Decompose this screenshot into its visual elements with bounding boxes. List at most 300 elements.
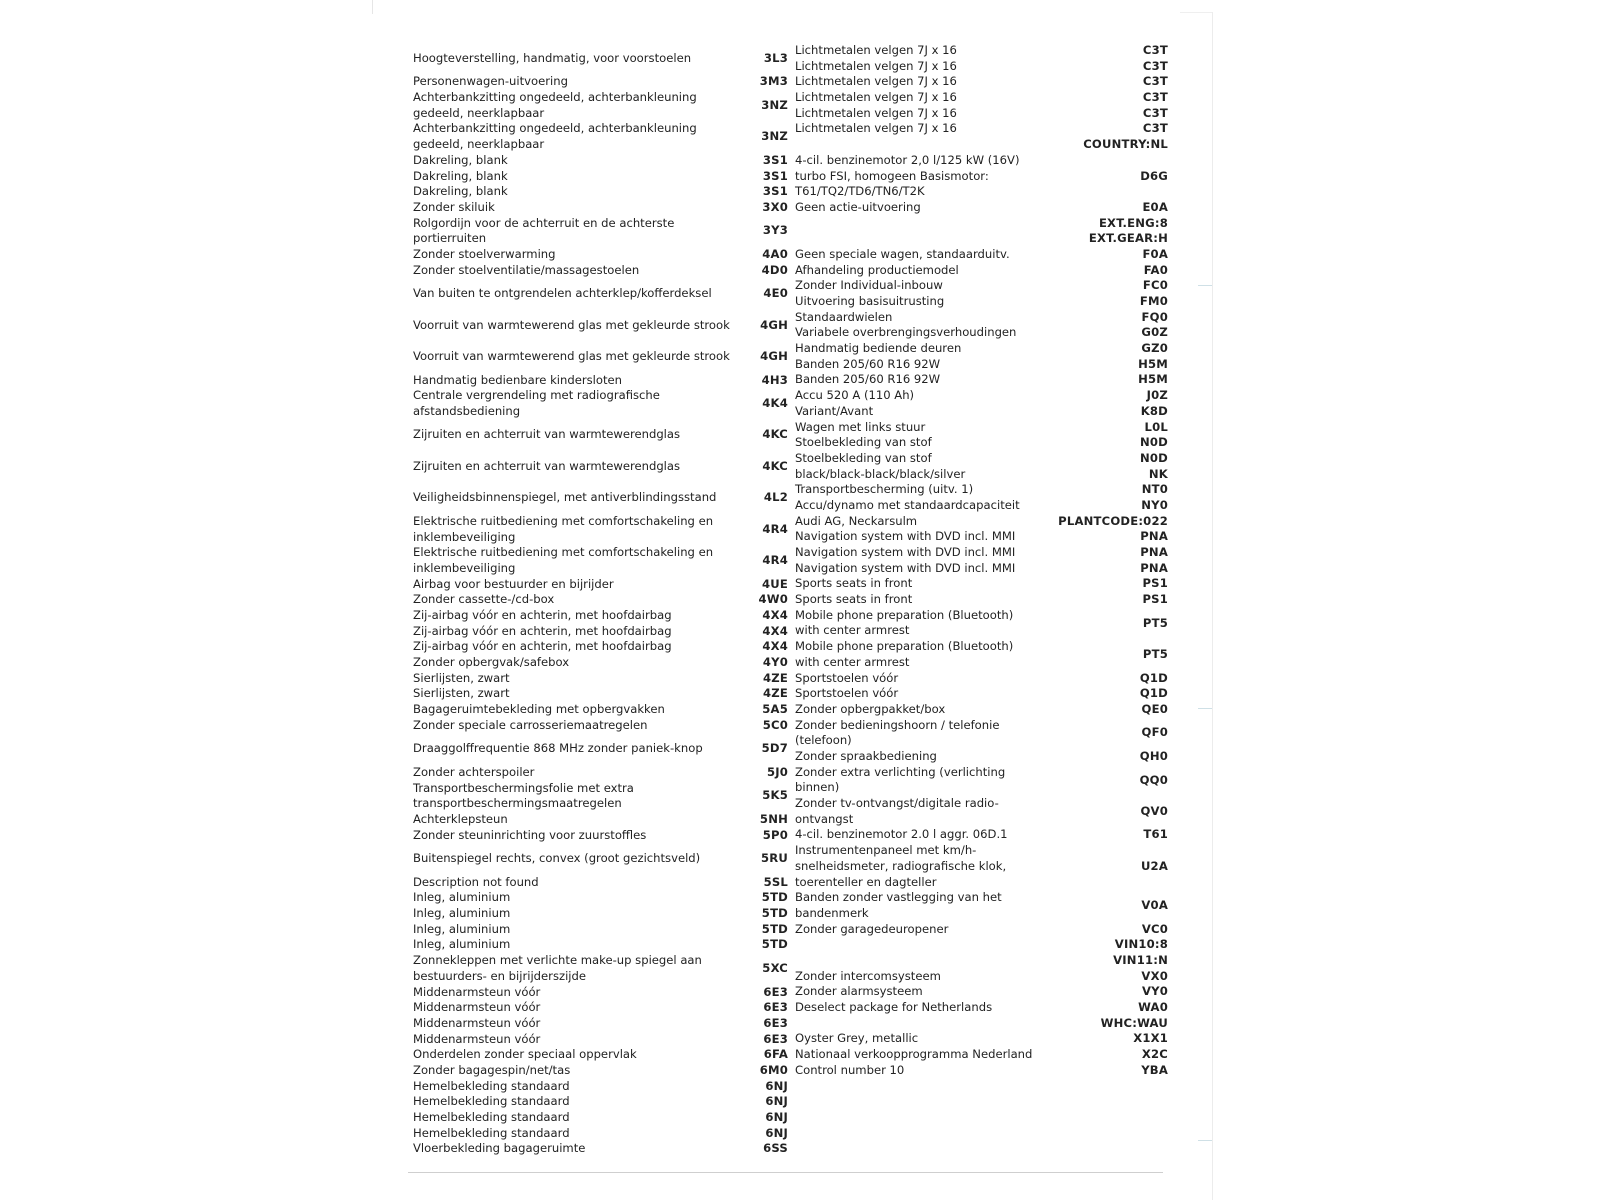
option-code: L0L bbox=[1144, 419, 1168, 434]
option-code: 5TD bbox=[761, 906, 788, 921]
option-row bbox=[413, 341, 788, 372]
option-description: 4-cil. benzinemotor 2.0 l aggr. 06D.1 bbox=[795, 827, 1008, 842]
option-code: 6NJ bbox=[765, 1110, 788, 1125]
option-code: QE0 bbox=[1141, 701, 1168, 716]
option-description: Dakreling, blank bbox=[413, 184, 508, 199]
option-description: Audi AG, Neckarsulm bbox=[795, 513, 918, 528]
option-code: 5SL bbox=[763, 874, 788, 889]
option-row bbox=[413, 451, 788, 482]
option-description: Deselect package for Netherlands bbox=[795, 1000, 993, 1015]
option-code: 5K5 bbox=[762, 788, 788, 803]
option-row bbox=[795, 121, 1168, 137]
option-code: 6NJ bbox=[765, 1125, 788, 1140]
option-code: PS1 bbox=[1142, 576, 1168, 591]
option-description: Transportbescherming (uitv. 1) bbox=[795, 482, 974, 497]
option-code: 5TD bbox=[761, 890, 788, 905]
option-code: K8D bbox=[1140, 403, 1168, 418]
option-description: Achterbankzitting ongedeeld, achterbankleuning gedeeld, neerklapbaar bbox=[413, 121, 697, 152]
option-code: C3T bbox=[1142, 74, 1168, 89]
option-code: 6SS bbox=[763, 1141, 788, 1156]
option-row bbox=[413, 875, 788, 891]
option-code: NY0 bbox=[1141, 497, 1168, 512]
option-code: GZ0 bbox=[1141, 341, 1168, 356]
option-code: 6NJ bbox=[765, 1094, 788, 1109]
option-code: COUNTRY:NL bbox=[1083, 137, 1168, 152]
option-row bbox=[413, 388, 788, 419]
option-description: Elektrische ruitbediening met comfortschakeling en inklembeveiliging bbox=[413, 545, 714, 575]
option-row bbox=[413, 310, 788, 341]
option-code: QQ0 bbox=[1139, 772, 1168, 787]
option-row bbox=[413, 953, 788, 984]
option-code: FC0 bbox=[1142, 278, 1168, 293]
option-row bbox=[795, 310, 1168, 326]
option-code: 4K4 bbox=[762, 396, 788, 411]
option-code: 3X0 bbox=[762, 199, 788, 214]
option-row bbox=[413, 1063, 788, 1079]
option-description: Middenarmsteun vóór bbox=[413, 1031, 541, 1046]
option-description: Zij-airbag vóór en achterin, met hoofdairbag bbox=[413, 623, 672, 638]
option-row bbox=[795, 200, 1168, 216]
option-description: Zonder tv-ontvangst/digitale radio-ontvangst bbox=[795, 796, 999, 826]
option-code: 5P0 bbox=[762, 827, 788, 842]
option-row bbox=[795, 890, 1168, 921]
option-code: 5C0 bbox=[762, 717, 788, 732]
option-description: Zonder stoelventilatie/massagestoelen bbox=[413, 262, 640, 277]
option-code: C3T bbox=[1142, 58, 1168, 73]
option-code: 5XC bbox=[762, 960, 788, 975]
option-code: FQ0 bbox=[1141, 309, 1168, 324]
option-description: Variant/Avant bbox=[795, 403, 874, 418]
option-row bbox=[795, 686, 1168, 702]
option-description: Voorruit van warmtewerend glas met gekleurde strook bbox=[413, 349, 730, 363]
option-row bbox=[413, 1000, 788, 1016]
option-code: VC0 bbox=[1141, 921, 1168, 936]
option-code: 3NZ bbox=[761, 97, 788, 112]
option-code: 6M0 bbox=[759, 1062, 788, 1077]
option-row bbox=[413, 733, 788, 764]
option-code: X1X1 bbox=[1133, 1031, 1168, 1046]
option-row bbox=[413, 843, 788, 874]
option-description: Nationaal verkoopprogramma Nederland bbox=[795, 1047, 1033, 1062]
option-row bbox=[413, 890, 788, 906]
option-row bbox=[795, 922, 1168, 938]
option-description: Zonder alarmsysteem bbox=[795, 984, 923, 999]
option-row bbox=[413, 922, 788, 938]
option-row bbox=[413, 718, 788, 734]
option-row bbox=[413, 765, 788, 781]
option-code: 5NH bbox=[759, 811, 788, 826]
option-description: Zonder speciale carrosseriemaatregelen bbox=[413, 717, 648, 732]
option-code: EXT.ENG:8 bbox=[1098, 215, 1168, 230]
option-code: 6E3 bbox=[763, 1015, 788, 1030]
option-code: 6E3 bbox=[763, 984, 788, 999]
option-description: Middenarmsteun vóór bbox=[413, 984, 541, 999]
option-row bbox=[413, 1079, 788, 1095]
option-description: Instrumentenpaneel met km/h-snelheidsmeter, radiografische klok, toerenteller en dagteller bbox=[795, 843, 1007, 889]
option-description: Lichtmetalen velgen 7J x 16 bbox=[795, 121, 957, 136]
option-code: 4R4 bbox=[762, 553, 788, 568]
option-description: Buitenspiegel rechts, convex (groot gezichtsveld) bbox=[413, 851, 701, 866]
option-row bbox=[413, 1110, 788, 1126]
option-description: Geen actie-uitvoering bbox=[795, 199, 921, 214]
option-row bbox=[795, 278, 1168, 294]
option-description: Achterklepsteun bbox=[413, 811, 508, 826]
option-code: FA0 bbox=[1143, 262, 1168, 277]
option-description: Banden zonder vastlegging van het bandenmerk bbox=[795, 890, 1002, 920]
option-row bbox=[413, 686, 788, 702]
option-description: Mobile phone preparation (Bluetooth) with center armrest bbox=[795, 607, 1014, 638]
option-description: Middenarmsteun vóór bbox=[413, 1015, 541, 1030]
margin-tick bbox=[1198, 1140, 1212, 1141]
option-row bbox=[795, 106, 1168, 122]
option-row bbox=[795, 231, 1168, 247]
option-row bbox=[413, 1126, 788, 1142]
option-row bbox=[413, 121, 788, 152]
option-description: Navigation system with DVD incl. MMI bbox=[795, 560, 1016, 575]
option-code: 4W0 bbox=[758, 592, 788, 607]
option-code: C3T bbox=[1142, 43, 1168, 57]
option-code: C3T bbox=[1142, 90, 1168, 105]
option-row bbox=[413, 781, 788, 812]
option-row bbox=[795, 969, 1168, 985]
option-row bbox=[795, 1047, 1168, 1063]
option-description: Sportstoelen vóór bbox=[795, 670, 899, 685]
option-row bbox=[413, 985, 788, 1001]
option-code: 6NJ bbox=[765, 1078, 788, 1093]
margin-tick bbox=[1198, 708, 1212, 709]
option-code: NT0 bbox=[1141, 482, 1168, 497]
option-row bbox=[413, 263, 788, 279]
option-code: 6FA bbox=[763, 1047, 788, 1062]
option-code: PT5 bbox=[1142, 615, 1168, 630]
option-description: Lichtmetalen velgen 7J x 16 bbox=[795, 43, 957, 57]
option-code: 4H3 bbox=[761, 372, 788, 387]
option-row bbox=[795, 608, 1168, 639]
option-code: V0A bbox=[1141, 898, 1168, 913]
option-code: 4GH bbox=[760, 317, 788, 332]
option-description: Zijruiten en achterruit van warmtewerendglas bbox=[413, 458, 681, 473]
option-description: Inleg, aluminium bbox=[413, 906, 511, 921]
option-row bbox=[795, 671, 1168, 687]
option-row bbox=[413, 74, 788, 90]
option-row bbox=[795, 372, 1168, 388]
option-description: Dakreling, blank bbox=[413, 152, 508, 167]
option-description: Lichtmetalen velgen 7J x 16 bbox=[795, 105, 957, 120]
option-code: 5D7 bbox=[761, 741, 788, 756]
page-edge-left bbox=[372, 0, 373, 14]
option-row bbox=[413, 278, 788, 309]
option-row bbox=[413, 514, 788, 545]
option-row bbox=[795, 153, 1168, 200]
page-edge-right bbox=[1212, 12, 1213, 1200]
option-row bbox=[795, 514, 1168, 530]
option-code: 4Y0 bbox=[762, 655, 788, 670]
option-description: Navigation system with DVD incl. MMI bbox=[795, 529, 1016, 544]
option-row bbox=[795, 43, 1168, 59]
option-description: Sports seats in front bbox=[795, 592, 913, 607]
option-description: Personenwagen-uitvoering bbox=[413, 74, 568, 89]
option-row bbox=[413, 1141, 788, 1157]
option-description: Middenarmsteun vóór bbox=[413, 1000, 541, 1015]
option-code: H5M bbox=[1138, 356, 1168, 371]
option-row bbox=[413, 184, 788, 200]
option-row bbox=[795, 953, 1168, 969]
option-description: Wagen met links stuur bbox=[795, 419, 926, 434]
option-row bbox=[413, 482, 788, 513]
option-row bbox=[795, 765, 1168, 796]
option-row bbox=[795, 718, 1168, 749]
option-row bbox=[795, 498, 1168, 514]
option-code: C3T bbox=[1142, 105, 1168, 120]
footer-rule bbox=[408, 1172, 1163, 1173]
option-code: 3S1 bbox=[762, 152, 788, 167]
option-code: EXT.GEAR:H bbox=[1088, 231, 1168, 246]
option-description: Inleg, aluminium bbox=[413, 937, 511, 952]
option-row bbox=[795, 796, 1168, 827]
option-description: Oyster Grey, metallic bbox=[795, 1031, 919, 1046]
option-description: Zonnekleppen met verlichte make-up spiegel aan bestuurders- en bijrijderszijde bbox=[413, 953, 702, 983]
option-description: Sports seats in front bbox=[795, 576, 913, 591]
option-description: Zonder bedieningshoorn / telefonie (telefoon) bbox=[795, 717, 1000, 748]
option-row bbox=[413, 1094, 788, 1110]
option-row bbox=[795, 137, 1168, 153]
option-row bbox=[795, 1016, 1168, 1032]
option-row bbox=[795, 639, 1168, 670]
option-row bbox=[413, 90, 788, 121]
option-description: Transportbeschermingsfolie met extra transportbeschermingsmaatregelen bbox=[413, 780, 634, 811]
option-description: Zonder opbergpakket/box bbox=[795, 701, 946, 716]
option-description: Navigation system with DVD incl. MMI bbox=[795, 545, 1016, 560]
option-row bbox=[795, 263, 1168, 279]
option-row bbox=[795, 561, 1168, 577]
option-description: Zonder opbergvak/safebox bbox=[413, 655, 570, 670]
option-code: VIN10:8 bbox=[1114, 937, 1168, 952]
option-description: Elektrische ruitbediening met comfortschakeling en inklembeveiliging bbox=[413, 513, 714, 544]
option-code: 3S1 bbox=[762, 168, 788, 183]
option-description: Zonder spraakbediening bbox=[795, 749, 937, 764]
option-description: Description not found bbox=[413, 874, 539, 889]
option-description: Onderdelen zonder speciaal oppervlak bbox=[413, 1047, 637, 1062]
option-row bbox=[795, 420, 1168, 436]
option-description: Zijruiten en achterruit van warmtewerendglas bbox=[413, 427, 681, 442]
option-code: NK bbox=[1148, 466, 1168, 481]
option-code: 4X4 bbox=[762, 639, 788, 654]
option-code: F0A bbox=[1142, 246, 1168, 261]
option-row bbox=[413, 828, 788, 844]
option-description: Sierlijsten, zwart bbox=[413, 686, 510, 701]
option-description: Achterbankzitting ongedeeld, achterbankleuning gedeeld, neerklapbaar bbox=[413, 90, 697, 120]
option-code: WHC:WAU bbox=[1100, 1015, 1168, 1030]
option-row bbox=[413, 247, 788, 263]
option-code: X2C bbox=[1141, 1047, 1168, 1062]
option-description: Zonder cassette-/cd-box bbox=[413, 592, 555, 607]
option-code: 5TD bbox=[761, 921, 788, 936]
option-description: Zonder extra verlichting (verlichting binnen) bbox=[795, 764, 1006, 795]
option-description: Zij-airbag vóór en achterin, met hoofdairbag bbox=[413, 607, 672, 622]
option-description: Sportstoelen vóór bbox=[795, 686, 899, 701]
option-description: Rolgordijn voor de achterruit en de achterste portierruiten bbox=[413, 215, 675, 246]
option-code: G0Z bbox=[1141, 325, 1168, 340]
option-description: Van buiten te ontgrendelen achterklep/kofferdeksel bbox=[413, 286, 712, 301]
option-description: Inleg, aluminium bbox=[413, 921, 511, 936]
option-description: Zonder skiluik bbox=[413, 199, 495, 214]
option-description: Zonder steuninrichting voor zuurstoffles bbox=[413, 827, 647, 842]
option-code: PLANTCODE:022 bbox=[1058, 513, 1168, 528]
option-code: 5RU bbox=[760, 851, 788, 866]
option-description: Lichtmetalen velgen 7J x 16 bbox=[795, 58, 957, 73]
option-row bbox=[795, 294, 1168, 310]
option-code: 4X4 bbox=[762, 607, 788, 622]
option-code: YBA bbox=[1141, 1062, 1168, 1077]
option-row bbox=[795, 388, 1168, 404]
option-row bbox=[795, 451, 1168, 467]
option-code: 3NZ bbox=[761, 129, 788, 144]
option-row bbox=[795, 984, 1168, 1000]
margin-tick bbox=[1198, 285, 1212, 286]
options-document bbox=[405, 43, 1168, 1173]
option-description: Handmatig bedienbare kindersloten bbox=[413, 372, 623, 387]
option-row bbox=[795, 467, 1168, 483]
option-code: H5M bbox=[1138, 372, 1168, 387]
option-row bbox=[413, 1016, 788, 1032]
option-description: Bagageruimtebekleding met opbergvakken bbox=[413, 702, 665, 717]
option-description: Stoelbekleding van stof bbox=[795, 435, 932, 450]
option-description: Uitvoering basisuitrusting bbox=[795, 294, 945, 309]
option-description: Zonder bagagespin/net/tas bbox=[413, 1062, 571, 1077]
option-code: 4GH bbox=[760, 349, 788, 363]
page-edge-right-top bbox=[1180, 12, 1212, 13]
option-row bbox=[413, 373, 788, 389]
option-code: U2A bbox=[1140, 858, 1168, 873]
option-row bbox=[413, 655, 788, 671]
left-options-column bbox=[413, 43, 788, 1157]
option-row bbox=[413, 624, 788, 640]
option-description: Control number 10 bbox=[795, 1062, 905, 1077]
option-description: Stoelbekleding van stof bbox=[795, 450, 932, 465]
option-code: 5TD bbox=[761, 937, 788, 952]
option-row bbox=[795, 341, 1168, 357]
option-row bbox=[413, 43, 788, 74]
option-row bbox=[413, 577, 788, 593]
option-description: Afhandeling productiemodel bbox=[795, 262, 959, 277]
option-code: 4UE bbox=[761, 576, 788, 591]
option-description: Hemelbekleding standaard bbox=[413, 1110, 570, 1125]
option-description: Zij-airbag vóór en achterin, met hoofdairbag bbox=[413, 639, 672, 654]
option-row bbox=[795, 1000, 1168, 1016]
option-row bbox=[795, 749, 1168, 765]
option-description: Zonder stoelverwarming bbox=[413, 247, 556, 261]
option-description: Variabele overbrengingsverhoudingen bbox=[795, 325, 1017, 340]
option-row bbox=[413, 592, 788, 608]
option-description: Lichtmetalen velgen 7J x 16 bbox=[795, 90, 957, 105]
option-code: PT5 bbox=[1142, 647, 1168, 662]
option-description: Inleg, aluminium bbox=[413, 890, 511, 905]
option-row bbox=[795, 74, 1168, 90]
option-description: Accu/dynamo met standaardcapaciteit bbox=[795, 497, 1020, 512]
option-code: C3T bbox=[1142, 121, 1168, 136]
option-row bbox=[413, 1047, 788, 1063]
option-row bbox=[795, 435, 1168, 451]
option-description: Airbag voor bestuurder en bijrijder bbox=[413, 576, 614, 591]
option-row bbox=[413, 639, 788, 655]
option-row bbox=[795, 216, 1168, 232]
option-description: Dakreling, blank bbox=[413, 168, 508, 183]
option-code: E0A bbox=[1142, 199, 1168, 214]
option-row bbox=[413, 420, 788, 451]
option-description: Hemelbekleding standaard bbox=[413, 1094, 570, 1109]
option-code: PS1 bbox=[1142, 592, 1168, 607]
option-description: Veiligheidsbinnenspiegel, met antiverblindingsstand bbox=[413, 490, 717, 505]
option-description: Zonder Individual-inbouw bbox=[795, 278, 943, 293]
option-description: Draaggolffrequentie 868 MHz zonder paniek-knop bbox=[413, 741, 703, 756]
option-row bbox=[413, 937, 788, 953]
option-row bbox=[795, 592, 1168, 608]
option-description: Vloerbekleding bagageruimte bbox=[413, 1141, 586, 1156]
option-row bbox=[413, 702, 788, 718]
option-code: PNA bbox=[1140, 529, 1168, 544]
option-description: Standaardwielen bbox=[795, 309, 893, 324]
option-code: QF0 bbox=[1141, 725, 1168, 740]
right-options-column bbox=[795, 43, 1168, 1079]
option-code: T61 bbox=[1143, 827, 1168, 842]
option-description: Sierlijsten, zwart bbox=[413, 670, 510, 685]
option-code: Q1D bbox=[1139, 686, 1168, 701]
option-description: Hemelbekleding standaard bbox=[413, 1125, 570, 1140]
option-description: 4-cil. benzinemotor 2,0 l/125 kW (16V) turbo FSI, homogeen Basismotor: T61/TQ2/TD6/TN6/T2K bbox=[795, 152, 1020, 199]
option-row bbox=[413, 1032, 788, 1048]
option-row bbox=[795, 90, 1168, 106]
option-code: 4KC bbox=[762, 427, 788, 442]
option-description: Handmatig bediende deuren bbox=[795, 341, 962, 356]
option-code: 3L3 bbox=[763, 50, 788, 65]
option-code: 3S1 bbox=[762, 184, 788, 199]
option-code: 6E3 bbox=[763, 1000, 788, 1015]
option-description: Hemelbekleding standaard bbox=[413, 1078, 570, 1093]
option-code: 4KC bbox=[762, 458, 788, 473]
option-code: VY0 bbox=[1141, 984, 1168, 999]
option-description: Zonder intercomsysteem bbox=[795, 968, 941, 983]
option-code: VX0 bbox=[1141, 968, 1168, 983]
option-description: Hoogteverstelling, handmatig, voor voorstoelen bbox=[413, 50, 692, 65]
option-description: Centrale vergrendeling met radiografische afstandsbediening bbox=[413, 388, 660, 418]
option-row bbox=[413, 216, 788, 247]
option-row bbox=[413, 671, 788, 687]
option-code: 4L2 bbox=[763, 490, 788, 505]
option-row bbox=[413, 608, 788, 624]
option-code: 4ZE bbox=[763, 686, 788, 701]
option-code: 4E0 bbox=[763, 286, 788, 301]
option-description: Zonder achterspoiler bbox=[413, 764, 535, 779]
option-code: 4ZE bbox=[763, 670, 788, 685]
option-row bbox=[795, 702, 1168, 718]
option-row bbox=[795, 545, 1168, 561]
option-row bbox=[795, 529, 1168, 545]
option-row bbox=[413, 545, 788, 576]
option-row bbox=[413, 169, 788, 185]
option-row bbox=[413, 153, 788, 169]
option-description: black/black-black/black/silver bbox=[795, 466, 966, 481]
option-code: WA0 bbox=[1138, 1000, 1168, 1015]
option-code: QV0 bbox=[1140, 803, 1168, 818]
option-description: Accu 520 A (110 Ah) bbox=[795, 388, 915, 403]
option-row bbox=[795, 59, 1168, 75]
option-description: Mobile phone preparation (Bluetooth) with center armrest bbox=[795, 639, 1014, 669]
option-code: PNA bbox=[1140, 545, 1168, 560]
option-row bbox=[795, 1063, 1168, 1079]
option-code: 5J0 bbox=[766, 764, 788, 779]
option-code: 4D0 bbox=[761, 262, 788, 277]
option-code: N0D bbox=[1140, 450, 1168, 465]
